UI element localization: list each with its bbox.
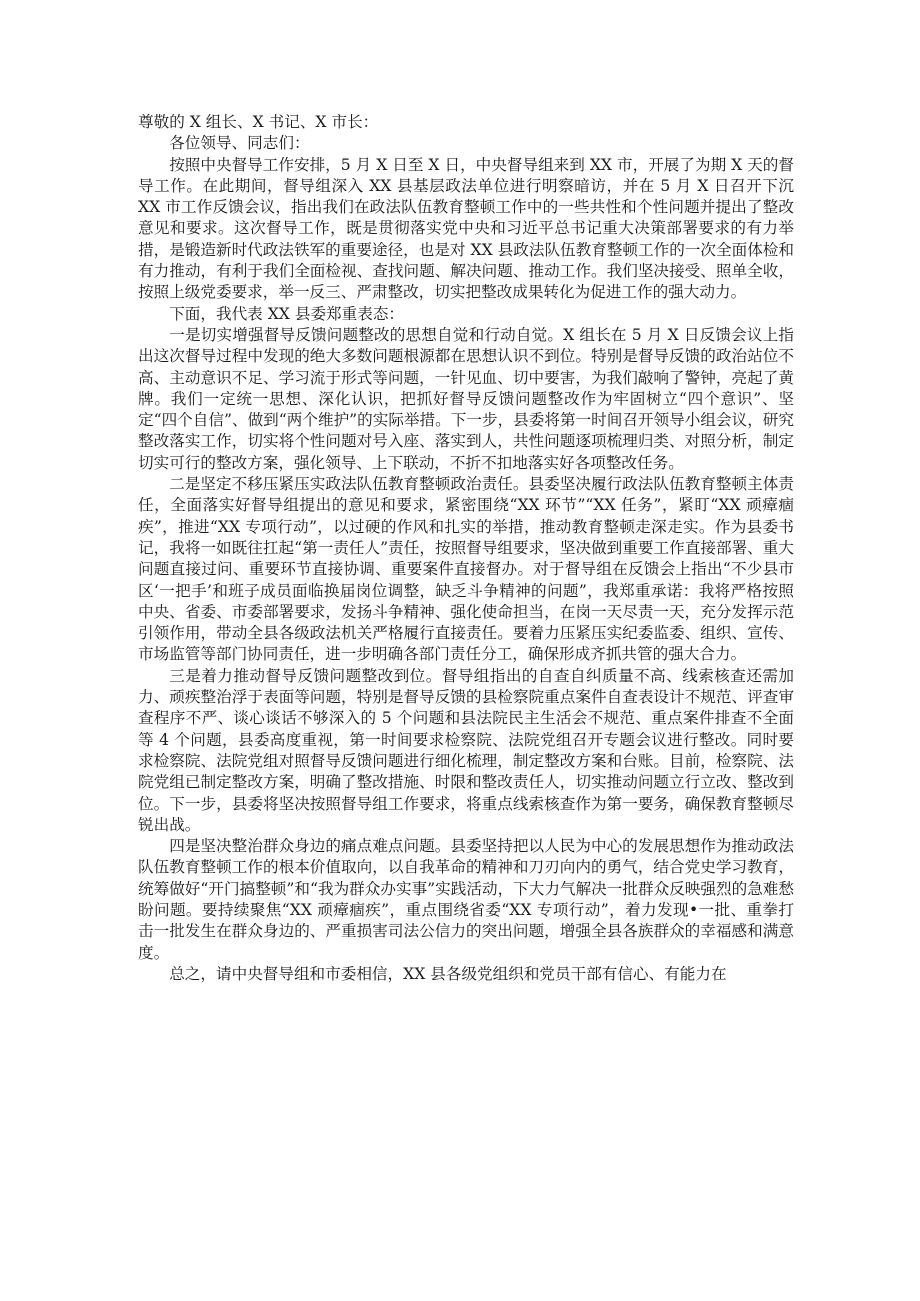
- salutation: 尊敬的 X 组长、X 书记、X 市长：: [138, 113, 379, 131]
- greeting: 各位领导、同志们：: [169, 134, 310, 153]
- document-body: [138, 112, 794, 985]
- paragraph-point-two: 二是坚定不移压紧压实政法队伍教育整顿政治责任。县委坚决履行政法队伍教育整顿主体责任，全面落实好督导组提出的意见和要求，紧密围绕“XX 环节”“XX 任务”，紧盯“XX 顽瘴痼疾”，推进“XX 专项行动”，以过硬的作风和扎实的举措，推动教育整顿走深走实。作为县委书记，我将一如既往扛起“第一责任人”责任，按照督导组要求，坚决做到重要工作直接部署、重大问题直接过问、重要环节直接协调、重要案件直接督办。对于督导组在反馈会上指出“不少县市区‘一把手’和班子成员面临换届岗位调整，缺乏斗争精神的问题”，我郑重承诺：我将严格按照中央、省委、市委部署要求，发扬斗争精神、强化使命担当，在岗一天尽责一天，充分发挥示范引领作用，带动全县各级政法机关严格履行直接责任。要着力压紧压实纪委监委、组织、宣传、市场监管等部门协同责任，进一步明确各部门责任分工，确保形成齐抓共管的强大合力。: [138, 475, 794, 664]
- paragraph-intro: 按照中央督导工作安排，5 月 X 日至 X 日，中央督导组来到 XX 市，开展了为期 X 天的督导工作。在此期间，督导组深入 XX 县基层政法单位进行明察暗访，并在 5 月 X 日召开下沉 XX 市工作反馈会议，指出我们在政法队伍教育整顿工作中的一些共性和个性问题并提出了整改意见和要求。这次督导工作，既是贯彻落实党中央和习近平总书记重大决策部署要求的有力举措，是锻造新时代政法铁军的重要途径，也是对 XX 县政法队伍教育整顿工作的一次全面体检和有力推动，有利于我们全面检视、查找问题、解决问题、推动工作。我们坚决接受、照单全收，按照上级党委要求，举一反三、严肃整改，切实把整改成果转化为促进工作的强大动力。: [138, 155, 794, 302]
- paragraph-point-three: 三是着力推动督导反馈问题整改到位。督导组指出的自查自纠质量不高、线索核查还需加力、顽疾整治浮于表面等问题，特别是督导反馈的县检察院重点案件自查表设计不规范、评查审查程序不严、谈心谈话不够深入的 5 个问题和县法院民主生活会不规范、重点案件排查不全面等 4 个问题，县委高度重视，第一时间要求检察院、法院党组召开专题会议进行整改。同时要求检察院、法院党组对照督导反馈问题进行细化梳理，制定整改方案和台账。目前，检察院、法院党组已制定整改方案，明确了整改措施、时限和整改责任人，切实推动问题立行立改、整改到位。下一步，县委将坚决按照督导组工作要求，将重点线索核查作为第一要务，确保教育整顿尽锐出战。: [138, 666, 794, 834]
- paragraph-conclusion: 总之，请中央督导组和市委相信，XX 县各级党组织和党员干部有信心、有能力在: [169, 964, 727, 983]
- paragraph-point-four: 四是坚决整治群众身边的痛点难点问题。县委坚持把以人民为中心的发展思想作为推动政法队伍教育整顿工作的根本价值取向，以自我革命的精神和刀刃向内的勇气，结合党史学习教育，统筹做好“开门搞整顿”和“我为群众办实事”实践活动，下大力气解决一批群众反映强烈的急难愁盼问题。要持续聚焦“XX 顽瘴痼疾”，重点围绕省委“XX 专项行动”，着力发现•一批、重拳打击一批发生在群众身边的、严重损害司法公信力的突出问题，增强全县各族群众的幸福感和满意度。: [138, 837, 794, 962]
- paragraph-statement-lead: 下面，我代表 XX 县委郑重表态：: [169, 304, 405, 323]
- paragraph-point-one: 一是切实增强督导反馈问题整改的思想自觉和行动自觉。X 组长在 5 月 X 日反馈会议上指出这次督导过程中发现的绝大多数问题根源都在思想认识不到位。特别是督导反馈的政治站位不高、主动意识不足、学习流于形式等问题，一针见血、切中要害，为我们敲响了警钟，亮起了黄牌。我们一定统一思想、深化认识，把抓好督导反馈问题整改作为牢固树立“四个意识”、坚定“四个自信”、做到“两个维护”的实际举措。下一步，县委将第一时间召开领导小组会议，研究整改落实工作，切实将个性问题对号入座、落实到人，共性问题逐项梳理归类、对照分析，制定切实可行的整改方案，强化领导、上下联动，不折不扣地落实好各项整改任务。: [138, 325, 794, 472]
